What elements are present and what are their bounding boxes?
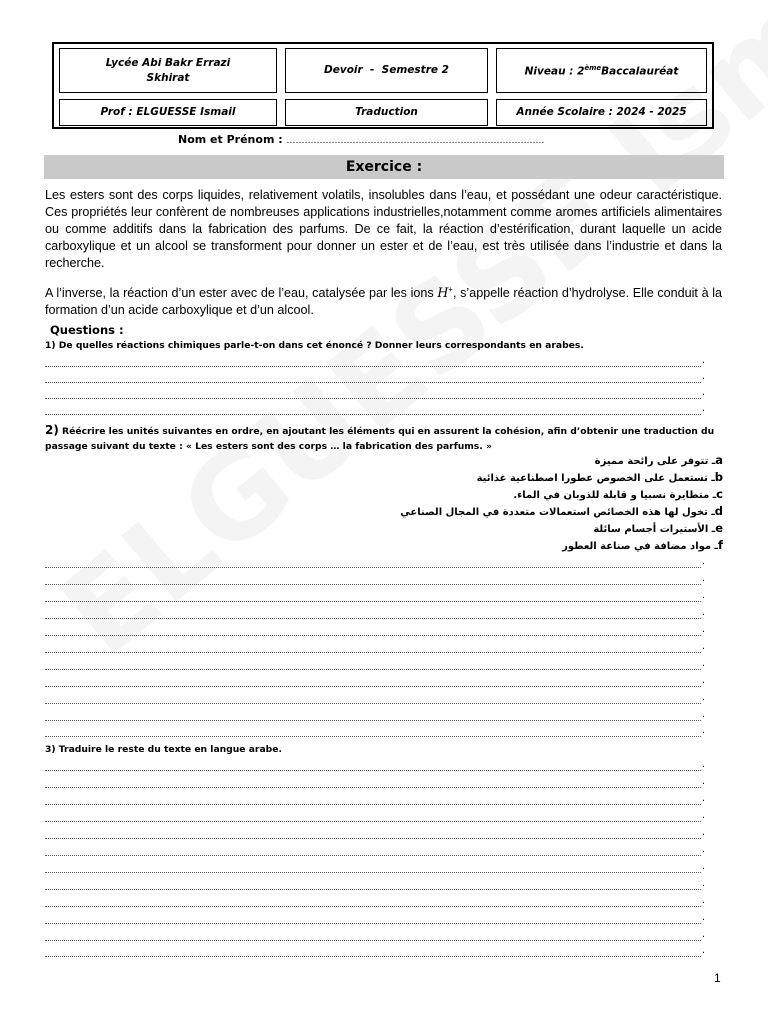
question-1: 1) De quelles réactions chimiques parle-t-on dans cet énoncé ? Donner leurs correspondants en arabes. (45, 340, 584, 351)
name-dots: ………………………………………………………………………….. (286, 136, 545, 146)
level-label: Niveau : 2èmeBaccalauréat (524, 64, 679, 78)
exercise-banner: Exercice : (44, 155, 724, 179)
answer-line[interactable] (45, 855, 701, 856)
paragraph-1: Les esters sont des corps liquides, relativement volatils, insolubles dans l’eau, et possédant une odeur caractéristique. Ces propriétés leur confèrent de nombreuses applications industrielles,notamment comme aromes artificiels alimentaires ou comme additifs dans la fabrication des parfums. De ce fait, la réaction d’estérification, durant laquelle un acide carboxylique et un alcool se transforment pour donner un ester et de l’eau, est très utilisée dans l’industrie et dans la recherche. (45, 188, 722, 270)
answer-line[interactable] (45, 584, 701, 585)
question-3: 3) Traduire le reste du texte en langue arabe. (45, 744, 282, 755)
answer-line[interactable] (45, 787, 701, 788)
answer-line[interactable] (45, 414, 701, 415)
year-cell (496, 99, 707, 126)
answer-line[interactable] (45, 821, 701, 822)
teacher-cell (59, 99, 277, 126)
subject: Traduction (355, 106, 418, 118)
answer-line[interactable] (45, 736, 701, 737)
arabic-item-a: aـ تتوفر على رائحة مميزة (594, 453, 723, 467)
answer-line[interactable] (45, 889, 701, 890)
answer-line[interactable] (45, 940, 701, 941)
header-table (52, 42, 714, 129)
subject-cell (285, 99, 488, 126)
school-name: Lycée Abi Bakr Errazi (105, 56, 231, 69)
answer-line[interactable] (45, 956, 701, 957)
arabic-item-b: bـ تستعمل على الخصوص عطورا اصطناعية غذائية (476, 470, 723, 484)
ion-symbol: H (437, 285, 449, 301)
paragraph-2: A l’inverse, la réaction d’un ester avec de l’eau, catalysée par les ions H+, s’appelle réaction d’hydrolyse. Elle conduit à la formation d’un acide carboxylique et d’un alcool. (45, 285, 722, 318)
exam-title: Devoir - Semestre 2 (324, 64, 449, 76)
answer-line[interactable] (45, 669, 701, 670)
arabic-item-c: cـ متطايرة نسبيا و قابلة للذوبان في الماء. (513, 487, 723, 501)
level-cell (496, 48, 707, 93)
answer-line[interactable] (45, 398, 701, 399)
arabic-item-f: fـ مواد مضافة في صناعة العطور (562, 538, 723, 552)
answer-line[interactable] (45, 770, 701, 771)
answer-line[interactable] (45, 906, 701, 907)
school-cell (59, 48, 277, 93)
answer-line[interactable] (45, 804, 701, 805)
arabic-item-e: eـ الأستيرات أجسام سائلة (593, 521, 723, 535)
page-number: 1 (714, 971, 721, 985)
questions-title: Questions : (50, 323, 124, 337)
answer-line[interactable] (45, 382, 701, 383)
answer-line[interactable] (45, 872, 701, 873)
answer-line[interactable] (45, 686, 701, 687)
answer-line[interactable] (45, 838, 701, 839)
answer-line[interactable] (45, 635, 701, 636)
exam-cell (285, 48, 488, 93)
school-city: Skhirat (146, 71, 190, 84)
answer-line[interactable] (45, 618, 701, 619)
arabic-item-d: dـ تخول لها هذه الخصائص استعمالات متعددة في المجال الصناعي (400, 504, 723, 518)
answer-line[interactable] (45, 567, 701, 568)
answer-line[interactable] (45, 720, 701, 721)
school-year: Année Scolaire : 2024 - 2025 (516, 106, 687, 118)
name-label: Nom et Prénom : (178, 133, 283, 146)
answer-line[interactable] (45, 923, 701, 924)
question-2: 2) Réécrire les unités suivantes en ordre, en ajoutant les éléments qui en assurent la cohésion, afin d’obtenir une traduction du passage suivant du texte : « Les esters sont des corps … la fabrication des parfums. » (45, 423, 715, 452)
teacher-name: Prof : ELGUESSE Ismail (100, 106, 236, 118)
answer-line[interactable] (45, 601, 701, 602)
name-field[interactable] (178, 133, 544, 146)
answer-line[interactable] (45, 366, 701, 367)
answer-line[interactable] (45, 652, 701, 653)
answer-line[interactable] (45, 703, 701, 704)
